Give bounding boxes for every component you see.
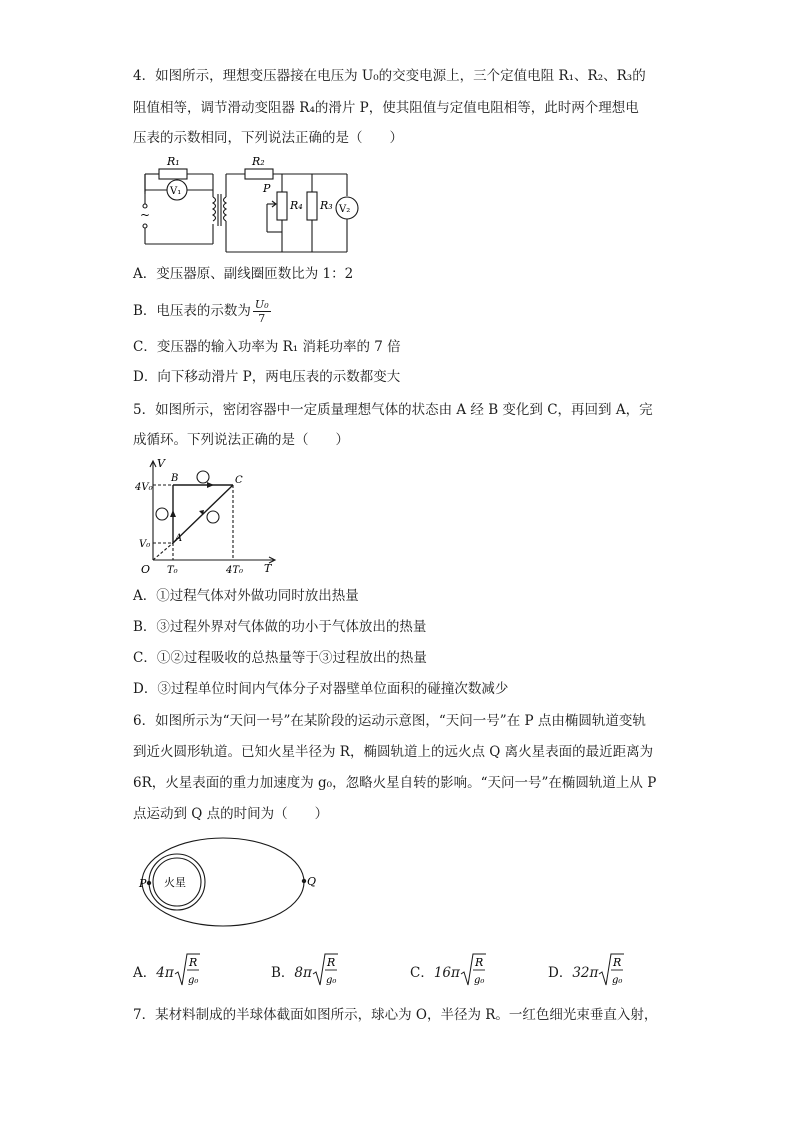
q4-option-b-text: B．电压表的示数为 <box>133 303 251 319</box>
v-high-label: 4V₀ <box>135 482 153 493</box>
q4-circuit-diagram <box>135 152 365 260</box>
radicand-numerator: R <box>188 956 198 969</box>
t-high-label: 4T₀ <box>226 565 244 576</box>
sqrt-icon <box>174 952 200 995</box>
point-q-label: Q <box>307 875 317 888</box>
sqrt-icon <box>312 952 338 995</box>
q5-option-d: D．③过程单位时间内气体分子对器壁单位面积的碰撞次数减少 <box>133 681 509 697</box>
q6-option-c <box>410 952 486 995</box>
mars-label: 火星 <box>164 876 186 889</box>
q6-option-b <box>271 952 338 995</box>
point-c-label: C <box>235 475 243 486</box>
radicand-denominator: g₀ <box>187 975 199 986</box>
radicand-denominator: g₀ <box>473 975 485 986</box>
q4-option-b-fraction <box>253 298 271 325</box>
t-low-label: T₀ <box>167 565 178 576</box>
q5-line-1: 5．如图所示，密闭容器中一定质量理想气体的状态由 A 经 B 变化到 C，再回到 A，完 <box>133 402 653 418</box>
q6-line-4: 点运动到 Q 点的时间为（ ） <box>133 806 329 822</box>
point-p-label: P <box>139 877 147 890</box>
t-axis-label: T <box>264 562 272 575</box>
q5-vt-diagram <box>135 455 285 577</box>
q6-orbit-diagram <box>135 835 335 930</box>
origin-label: O <box>141 563 151 576</box>
option-coefficient: 16π <box>433 965 460 981</box>
point-a-label: A <box>175 533 183 544</box>
option-label: D． <box>548 965 573 981</box>
option-label: A． <box>133 965 157 981</box>
radicand-denominator: g₀ <box>612 975 623 986</box>
v1-label: V₁ <box>170 186 182 197</box>
q4-line-3: 压表的示数相同，下列说法正确的是（ ） <box>133 130 403 146</box>
r3-label: R₃ <box>320 199 333 212</box>
q7-line-1: 7．某材料制成的半球体截面如图所示，球心为 O，半径为 R。一红色细光束垂直入射， <box>133 1007 658 1023</box>
v-low-label: V₀ <box>139 539 151 550</box>
q6-option-a <box>133 952 200 995</box>
ac-source-symbol: ~ <box>140 208 151 222</box>
fraction-numerator: U₀ <box>254 298 269 311</box>
q4-line-1: 4．如图所示，理想变压器接在电压为 U₀的交变电源上，三个定值电阻 R₁、R₂、R₃的 <box>133 68 646 84</box>
point-b-label: B <box>171 473 179 484</box>
v-axis-label: V <box>157 457 165 470</box>
sqrt-icon <box>460 952 486 995</box>
radicand-numerator: R <box>613 956 622 969</box>
q4-line-2: 阻值相等，调节滑动变阻器 R₄的滑片 P，使其阻值与定值电阻相等，此时两个理想电 <box>133 100 639 116</box>
q4-option-d: D．向下移动滑片 P，两电压表的示数都变大 <box>133 369 401 385</box>
radicand-numerator: R <box>474 956 484 969</box>
option-coefficient: 8π <box>294 965 312 981</box>
q4-option-a: A．变压器原、副线圈匝数比为 1：2 <box>133 266 354 282</box>
q5-line-2: 成循环。下列说法正确的是（ ） <box>133 432 349 448</box>
q6-line-3: 6R，火星表面的重力加速度为 g₀，忽略火星自转的影响。“天问一号”在椭圆轨道上从 P <box>133 775 657 791</box>
q6-line-1: 6．如图所示为“天问一号”在某阶段的运动示意图，“天问一号”在 P 点由椭圆轨道变轨 <box>133 713 646 729</box>
sqrt-icon <box>598 952 624 995</box>
option-coefficient: 4π <box>156 965 174 981</box>
v2-label: V₂ <box>339 204 351 215</box>
r4-label: R₄ <box>290 199 303 212</box>
option-label: B． <box>271 965 295 981</box>
radicand-denominator: g₀ <box>325 975 337 986</box>
slider-p-label: P <box>263 182 271 195</box>
r1-label: R₁ <box>167 155 180 168</box>
option-label: C． <box>410 965 434 981</box>
q6-option-d <box>548 952 624 995</box>
q6-line-2: 到近火圆形轨道。已知火星半径为 R，椭圆轨道上的远火点 Q 离火星表面的最近距离为 <box>133 744 654 760</box>
q5-option-a: A．①过程气体对外做功同时放出热量 <box>133 588 359 604</box>
r2-label: R₂ <box>252 155 265 168</box>
option-coefficient: 32π <box>572 965 599 981</box>
q4-option-c: C．变压器的输入功率为 R₁ 消耗功率的 7 倍 <box>133 339 401 355</box>
radicand-numerator: R <box>326 956 336 969</box>
fraction-denominator: 7 <box>258 312 266 325</box>
q5-option-b: B．③过程外界对气体做的功小于气体放出的热量 <box>133 619 427 635</box>
q4-option-b <box>133 298 273 325</box>
q5-option-c: C．①②过程吸收的总热量等于③过程放出的热量 <box>133 650 427 666</box>
